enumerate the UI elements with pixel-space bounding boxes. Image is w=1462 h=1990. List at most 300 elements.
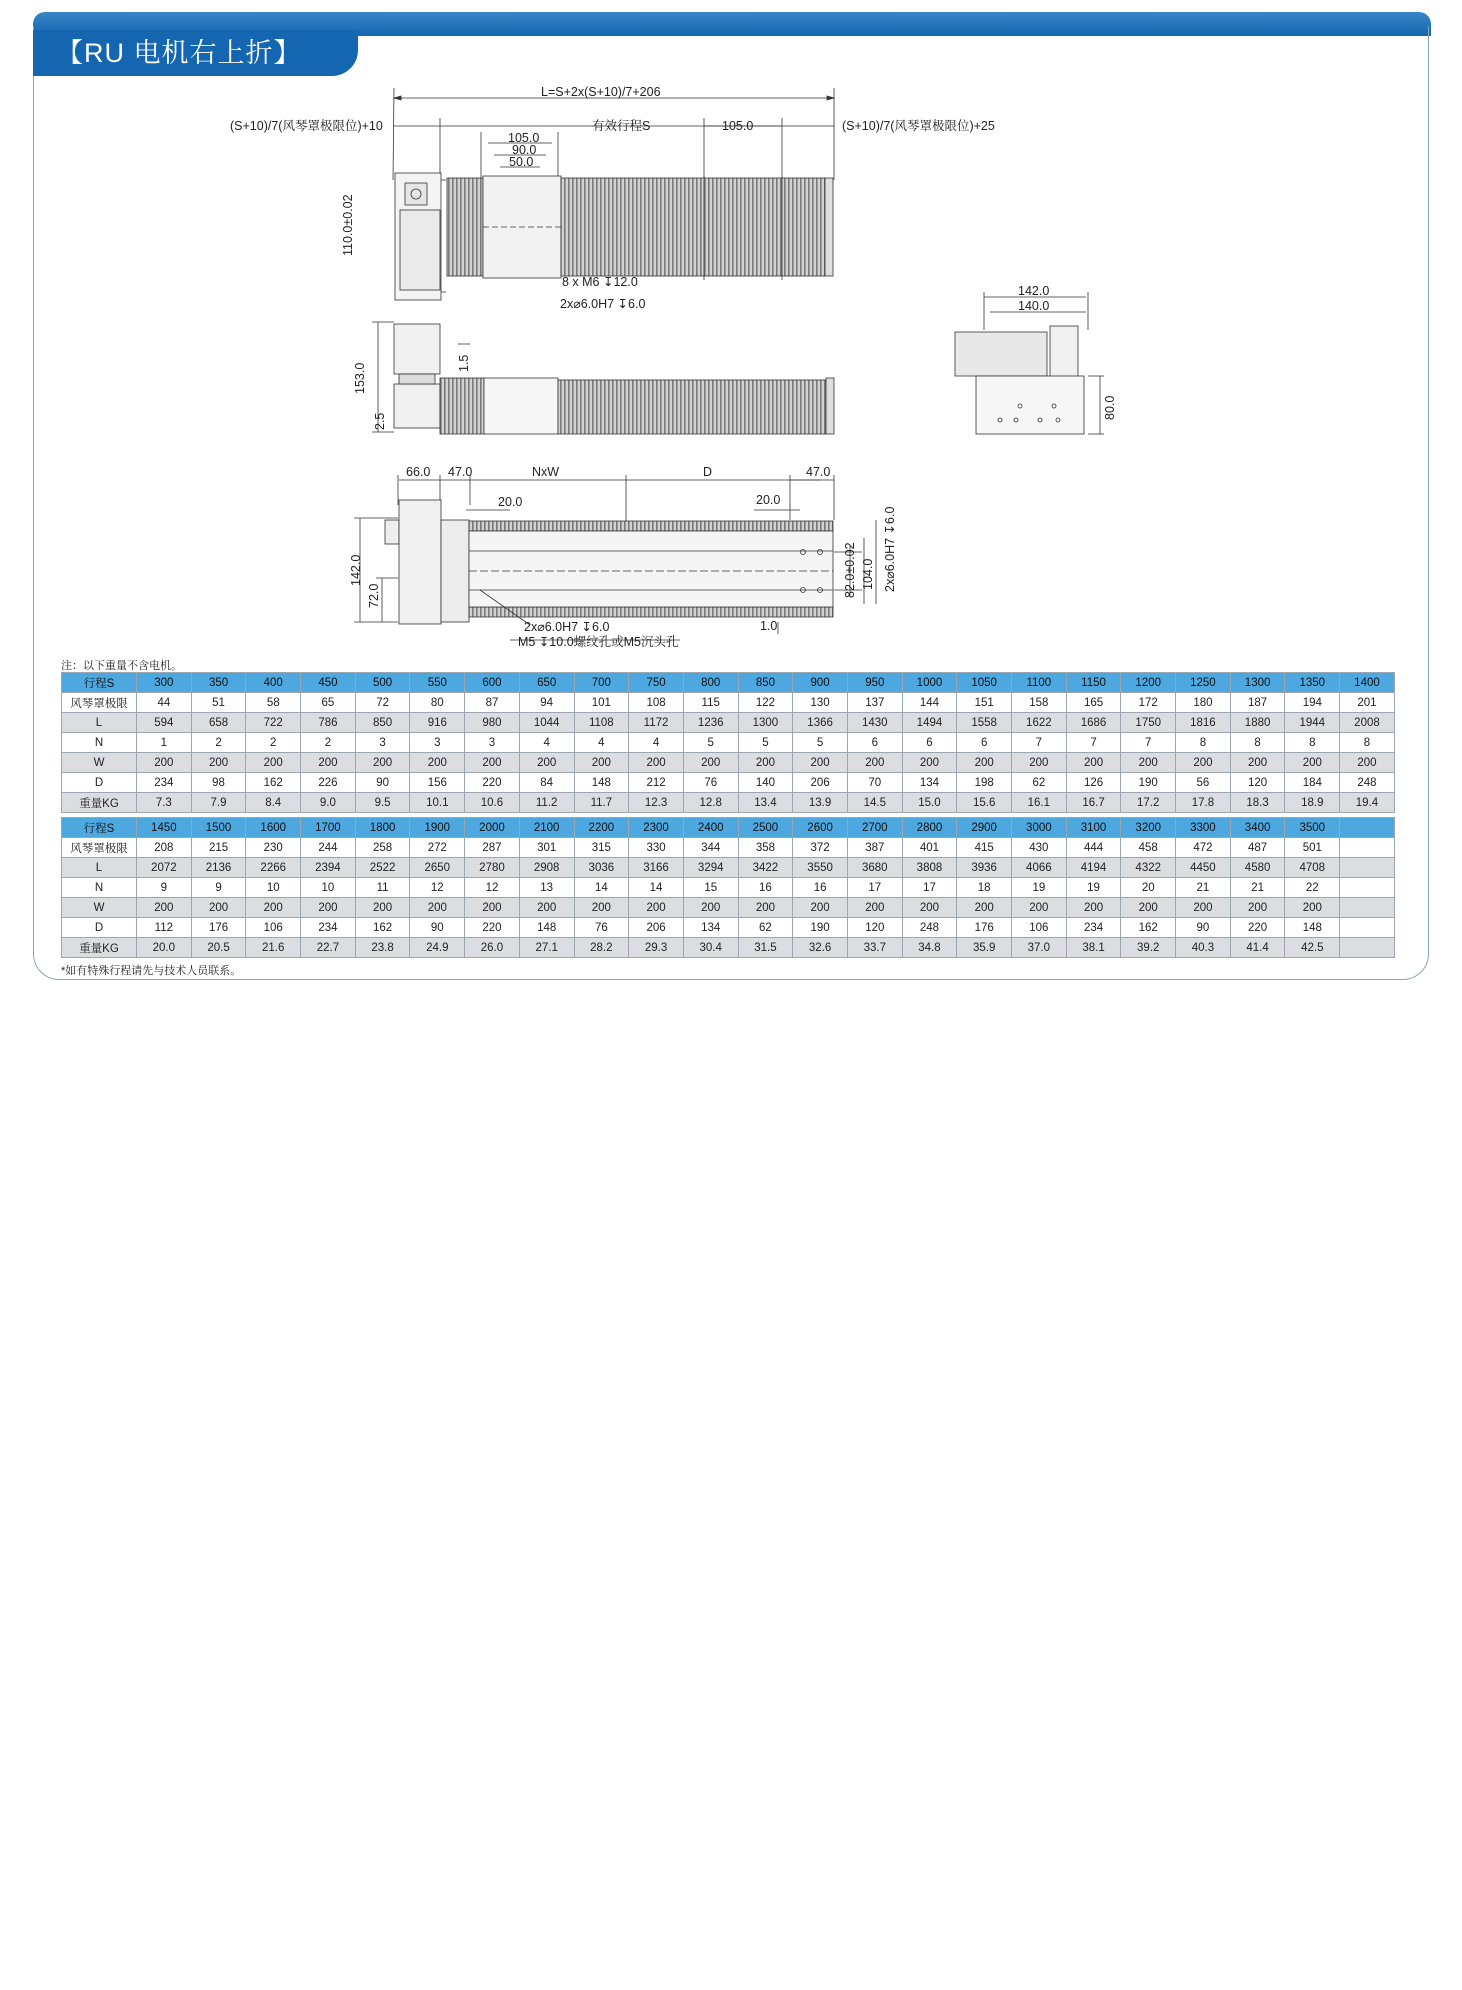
table-cell: 65 [301, 693, 356, 713]
stroke-cell: 1600 [246, 818, 301, 838]
table-cell: 120 [1230, 773, 1285, 793]
table-cell: 162 [246, 773, 301, 793]
table-cell: 344 [683, 838, 738, 858]
table-cell: 200 [1121, 898, 1176, 918]
table-cell: 76 [574, 918, 629, 938]
table-cell: 200 [793, 898, 848, 918]
table-cell: 2780 [465, 858, 520, 878]
table-cell: 4 [519, 733, 574, 753]
table-cell: 172 [1121, 693, 1176, 713]
spec-table-2 [61, 817, 1395, 958]
table-cell: 130 [793, 693, 848, 713]
row-label: W [62, 898, 137, 918]
table-row [62, 733, 1395, 753]
dim-66: 66.0 [406, 465, 431, 479]
table-cell: 112 [137, 918, 192, 938]
table-cell: 18.3 [1230, 793, 1285, 813]
table-cell: 1494 [902, 713, 957, 733]
stroke-cell: 2100 [519, 818, 574, 838]
table-cell: 3036 [574, 858, 629, 878]
stroke-cell: 950 [847, 673, 902, 693]
table-cell: 200 [519, 753, 574, 773]
dim-50: 50.0 [509, 155, 534, 169]
table-cell: 9.5 [355, 793, 410, 813]
table-cell: 2008 [1340, 713, 1395, 733]
table-cell: 16.7 [1066, 793, 1121, 813]
table-cell: 194 [1285, 693, 1340, 713]
table-cell: 1108 [574, 713, 629, 733]
stroke-cell: 1800 [355, 818, 410, 838]
dim-142-bottom: 142.0 [349, 554, 363, 586]
table-cell: 80 [410, 693, 465, 713]
table-cell: 90 [1176, 918, 1231, 938]
stroke-cell: 3200 [1121, 818, 1176, 838]
table-cell: 5 [738, 733, 793, 753]
table-cell: 134 [683, 918, 738, 938]
table-cell: 187 [1230, 693, 1285, 713]
table-cell: 28.2 [574, 938, 629, 958]
table-row [62, 918, 1395, 938]
table-cell: 41.4 [1230, 938, 1285, 958]
table-cell: 10 [301, 878, 356, 898]
table-cell: 4450 [1176, 858, 1231, 878]
table-cell: 372 [793, 838, 848, 858]
table-cell: 226 [301, 773, 356, 793]
table-cell: 472 [1176, 838, 1231, 858]
table-cell: 3294 [683, 858, 738, 878]
stroke-cell: 2800 [902, 818, 957, 838]
table-cell: 14 [574, 878, 629, 898]
table-cell: 18 [957, 878, 1012, 898]
note-pin-side: 2x⌀6.0H7 ↧6.0 [883, 506, 897, 592]
table-cell: 200 [1176, 753, 1231, 773]
table-cell: 70 [847, 773, 902, 793]
table-cell: 14.5 [847, 793, 902, 813]
table-cell: 220 [1230, 918, 1285, 938]
table-cell: 8 [1230, 733, 1285, 753]
note-pin-bottom: 2x⌀6.0H7 ↧6.0 [524, 620, 610, 634]
table-cell: 12.8 [683, 793, 738, 813]
stroke-cell: 2000 [465, 818, 520, 838]
table-cell: 165 [1066, 693, 1121, 713]
row-label: 重量KG [62, 793, 137, 813]
table-cell: 15.6 [957, 793, 1012, 813]
table-cell: 430 [1012, 838, 1067, 858]
stroke-cell: 700 [574, 673, 629, 693]
table-row [62, 898, 1395, 918]
table-cell: 30.4 [683, 938, 738, 958]
table-cell: 248 [902, 918, 957, 938]
table-cell: 208 [137, 838, 192, 858]
header-label: 行程S [62, 818, 137, 838]
table-cell: 58 [246, 693, 301, 713]
table-cell: 200 [301, 898, 356, 918]
dim-47b: 47.0 [806, 465, 831, 479]
table-cell: 19.4 [1340, 793, 1395, 813]
table-cell: 3936 [957, 858, 1012, 878]
stroke-cell: 550 [410, 673, 465, 693]
table-cell: 29.3 [629, 938, 684, 958]
stroke-cell [1340, 818, 1395, 838]
dim-nxw: NxW [532, 465, 560, 479]
table-cell: 200 [1176, 898, 1231, 918]
table-cell: 35.9 [957, 938, 1012, 958]
table-cell: 27.1 [519, 938, 574, 958]
table-cell: 200 [629, 898, 684, 918]
stroke-cell: 1400 [1340, 673, 1395, 693]
dim-20b: 20.0 [756, 493, 781, 507]
table-cell: 9 [191, 878, 246, 898]
stroke-cell: 1100 [1012, 673, 1067, 693]
table-cell: 134 [902, 773, 957, 793]
stroke-cell: 400 [246, 673, 301, 693]
table-cell: 7 [1012, 733, 1067, 753]
dim-72: 72.0 [367, 583, 381, 608]
stroke-cell: 2400 [683, 818, 738, 838]
table-cell: 190 [1121, 773, 1176, 793]
dim-82: 82.0±0.02 [843, 542, 857, 598]
table-cell: 8 [1285, 733, 1340, 753]
table-cell: 32.6 [793, 938, 848, 958]
table-cell: 2136 [191, 858, 246, 878]
stroke-cell: 500 [355, 673, 410, 693]
table-cell: 7.9 [191, 793, 246, 813]
table-cell: 15.0 [902, 793, 957, 813]
table-cell: 40.3 [1176, 938, 1231, 958]
table-cell: 148 [1285, 918, 1340, 938]
table-cell: 200 [301, 753, 356, 773]
table-cell: 2394 [301, 858, 356, 878]
table-cell: 2522 [355, 858, 410, 878]
table-cell: 3166 [629, 858, 684, 878]
table-cell: 4322 [1121, 858, 1176, 878]
table-cell: 200 [410, 898, 465, 918]
dim-left-limit: (S+10)/7(风琴罩极限位)+10 [230, 119, 383, 133]
table-cell: 24.9 [410, 938, 465, 958]
bottom-view [354, 475, 876, 640]
table-cell [1340, 858, 1395, 878]
table-header-row [62, 673, 1395, 693]
table-cell: 200 [738, 898, 793, 918]
table-cell: 22 [1285, 878, 1340, 898]
table-cell: 200 [355, 898, 410, 918]
stroke-cell: 850 [738, 673, 793, 693]
table-cell: 1172 [629, 713, 684, 733]
table-cell: 20.0 [137, 938, 192, 958]
table-cell: 220 [465, 918, 520, 938]
stroke-cell: 750 [629, 673, 684, 693]
table-cell: 16.1 [1012, 793, 1067, 813]
table-cell: 244 [301, 838, 356, 858]
table-cell: 4066 [1012, 858, 1067, 878]
table-row [62, 753, 1395, 773]
table-cell: 1816 [1176, 713, 1231, 733]
dim-140: 140.0 [1018, 299, 1050, 313]
table-cell: 90 [355, 773, 410, 793]
table-cell: 12.3 [629, 793, 684, 813]
table-cell: 18.9 [1285, 793, 1340, 813]
spec-table-1 [61, 672, 1395, 813]
stroke-cell: 2600 [793, 818, 848, 838]
table-cell: 487 [1230, 838, 1285, 858]
table-cell: 101 [574, 693, 629, 713]
table-cell: 1686 [1066, 713, 1121, 733]
dim-47a: 47.0 [448, 465, 473, 479]
table-cell: 115 [683, 693, 738, 713]
stroke-cell: 3500 [1285, 818, 1340, 838]
table-cell: 7.3 [137, 793, 192, 813]
table-cell: 1430 [847, 713, 902, 733]
table-cell: 7 [1066, 733, 1121, 753]
table-cell: 56 [1176, 773, 1231, 793]
table-cell: 2650 [410, 858, 465, 878]
table-cell: 22.7 [301, 938, 356, 958]
table-cell: 786 [301, 713, 356, 733]
table-cell: 148 [519, 918, 574, 938]
table-cell: 594 [137, 713, 192, 733]
dim-105a: 105.0 [508, 131, 540, 145]
row-label: 风琴罩极限 [62, 838, 137, 858]
stroke-cell: 900 [793, 673, 848, 693]
table-cell: 162 [1121, 918, 1176, 938]
table-cell: 162 [355, 918, 410, 938]
table-cell: 2 [301, 733, 356, 753]
table-cell: 200 [738, 753, 793, 773]
table-cell: 37.0 [1012, 938, 1067, 958]
table-cell: 156 [410, 773, 465, 793]
end-view [955, 292, 1104, 434]
table-cell: 200 [1012, 898, 1067, 918]
table-cell: 184 [1285, 773, 1340, 793]
table-cell: 220 [465, 773, 520, 793]
table-cell: 7 [1121, 733, 1176, 753]
table-cell: 33.7 [847, 938, 902, 958]
table-cell: 1880 [1230, 713, 1285, 733]
table-cell: 1300 [738, 713, 793, 733]
stroke-cell: 1450 [137, 818, 192, 838]
table-cell: 34.8 [902, 938, 957, 958]
table-cell: 2072 [137, 858, 192, 878]
stroke-cell: 1700 [301, 818, 356, 838]
note-m6-holes: 8 x M6 ↧12.0 [562, 275, 638, 289]
dim-1-0: 1.0 [760, 619, 778, 633]
table-cell: 62 [738, 918, 793, 938]
stroke-cell: 3100 [1066, 818, 1121, 838]
stroke-cell: 800 [683, 673, 738, 693]
table-cell: 31.5 [738, 938, 793, 958]
table-cell: 1366 [793, 713, 848, 733]
table-cell: 72 [355, 693, 410, 713]
table-cell: 401 [902, 838, 957, 858]
table-cell: 21.6 [246, 938, 301, 958]
dim-142: 142.0 [1018, 284, 1050, 298]
table-cell: 108 [629, 693, 684, 713]
table-cell: 200 [246, 753, 301, 773]
table-cell: 62 [1012, 773, 1067, 793]
note-m5: M5 ↧10.0螺纹孔或M5沉头孔 [518, 635, 679, 649]
dim-total-length: L=S+2x(S+10)/7+206 [541, 85, 661, 99]
table-cell: 11.2 [519, 793, 574, 813]
table-cell: 6 [902, 733, 957, 753]
table-cell: 21 [1230, 878, 1285, 898]
table-cell: 3 [355, 733, 410, 753]
table-cell: 42.5 [1285, 938, 1340, 958]
table-row [62, 858, 1395, 878]
table-cell: 10.1 [410, 793, 465, 813]
table-cell: 3422 [738, 858, 793, 878]
header-label: 行程S [62, 673, 137, 693]
table-cell: 16 [793, 878, 848, 898]
table-cell: 5 [793, 733, 848, 753]
side-view [372, 322, 834, 434]
table-cell: 19 [1012, 878, 1067, 898]
table-cell [1340, 878, 1395, 898]
table-cell: 9 [137, 878, 192, 898]
table-cell: 200 [410, 753, 465, 773]
row-label: D [62, 918, 137, 938]
table-row [62, 693, 1395, 713]
table-cell: 200 [1066, 753, 1121, 773]
table-cell: 3 [410, 733, 465, 753]
weight-note: 注：以下重量不含电机。 [61, 660, 182, 672]
table-cell: 200 [355, 753, 410, 773]
special-note: *如有特殊行程请先与技术人员联系。 [61, 965, 242, 977]
table-cell: 20.5 [191, 938, 246, 958]
table-cell: 84 [519, 773, 574, 793]
table-row [62, 878, 1395, 898]
table-cell: 17 [902, 878, 957, 898]
table-cell: 200 [1230, 753, 1285, 773]
technical-drawing [0, 0, 1462, 660]
stroke-cell: 1150 [1066, 673, 1121, 693]
table-cell: 9.0 [301, 793, 356, 813]
dim-110: 110.0±0.02 [341, 194, 355, 256]
stroke-cell: 1500 [191, 818, 246, 838]
table-cell: 38.1 [1066, 938, 1121, 958]
table-cell: 234 [301, 918, 356, 938]
table-cell: 15 [683, 878, 738, 898]
table-cell: 272 [410, 838, 465, 858]
table-cell: 6 [957, 733, 1012, 753]
dim-153: 153.0 [353, 362, 367, 394]
table-cell: 21 [1176, 878, 1231, 898]
table-cell: 200 [902, 898, 957, 918]
row-label: D [62, 773, 137, 793]
table-cell: 234 [137, 773, 192, 793]
table-cell: 200 [246, 898, 301, 918]
table-cell: 200 [1285, 898, 1340, 918]
table-cell: 14 [629, 878, 684, 898]
table-cell: 330 [629, 838, 684, 858]
table-cell: 200 [847, 753, 902, 773]
table-cell [1340, 918, 1395, 938]
table-cell: 120 [847, 918, 902, 938]
table-cell: 287 [465, 838, 520, 858]
table-cell: 1236 [683, 713, 738, 733]
stroke-cell: 650 [519, 673, 574, 693]
table-cell: 387 [847, 838, 902, 858]
table-cell: 17.8 [1176, 793, 1231, 813]
table-cell: 200 [137, 898, 192, 918]
dim-2-5: 2.5 [373, 412, 387, 430]
table-cell: 44 [137, 693, 192, 713]
table-row [62, 713, 1395, 733]
table-cell: 2 [191, 733, 246, 753]
table-row [62, 773, 1395, 793]
row-label: L [62, 858, 137, 878]
table-row [62, 793, 1395, 813]
stroke-cell: 350 [191, 673, 246, 693]
dim-105b: 105.0 [722, 119, 754, 133]
table-cell: 444 [1066, 838, 1121, 858]
table-cell: 200 [1121, 753, 1176, 773]
stroke-cell: 1050 [957, 673, 1012, 693]
table-cell: 176 [957, 918, 1012, 938]
table-cell: 4194 [1066, 858, 1121, 878]
table-cell: 151 [957, 693, 1012, 713]
stroke-cell: 1350 [1285, 673, 1340, 693]
table-cell: 230 [246, 838, 301, 858]
row-label: L [62, 713, 137, 733]
table-cell: 19 [1066, 878, 1121, 898]
table-cell: 26.0 [465, 938, 520, 958]
table-cell: 13.4 [738, 793, 793, 813]
stroke-cell: 2700 [847, 818, 902, 838]
table-row [62, 838, 1395, 858]
table-cell: 1 [137, 733, 192, 753]
stroke-cell: 2900 [957, 818, 1012, 838]
table-cell: 200 [465, 898, 520, 918]
table-cell: 722 [246, 713, 301, 733]
table-cell: 137 [847, 693, 902, 713]
dim-104: 104.0 [861, 558, 875, 590]
table-cell: 200 [683, 898, 738, 918]
table-cell: 215 [191, 838, 246, 858]
table-cell: 1044 [519, 713, 574, 733]
table-cell: 90 [410, 918, 465, 938]
table-cell: 1750 [1121, 713, 1176, 733]
table-cell: 1558 [957, 713, 1012, 733]
table-cell: 315 [574, 838, 629, 858]
table-cell: 200 [137, 753, 192, 773]
table-cell: 258 [355, 838, 410, 858]
table-cell: 20 [1121, 878, 1176, 898]
table-cell: 4 [629, 733, 684, 753]
table-cell: 212 [629, 773, 684, 793]
table-cell: 6 [847, 733, 902, 753]
table-cell: 2 [246, 733, 301, 753]
table-cell: 13 [519, 878, 574, 898]
table-cell: 94 [519, 693, 574, 713]
stroke-cell: 2200 [574, 818, 629, 838]
table-cell: 358 [738, 838, 793, 858]
table-cell: 3808 [902, 858, 957, 878]
row-label: N [62, 878, 137, 898]
page-title: 【RU 电机右上折】 [56, 38, 302, 68]
dim-90: 90.0 [512, 143, 537, 157]
table-cell: 200 [902, 753, 957, 773]
table-cell: 200 [519, 898, 574, 918]
table-cell: 458 [1121, 838, 1176, 858]
table-cell: 16 [738, 878, 793, 898]
table-cell: 98 [191, 773, 246, 793]
table-cell: 198 [957, 773, 1012, 793]
table-cell: 76 [683, 773, 738, 793]
table-cell: 39.2 [1121, 938, 1176, 958]
table-cell: 501 [1285, 838, 1340, 858]
table-row [62, 938, 1395, 958]
table-cell: 200 [574, 898, 629, 918]
